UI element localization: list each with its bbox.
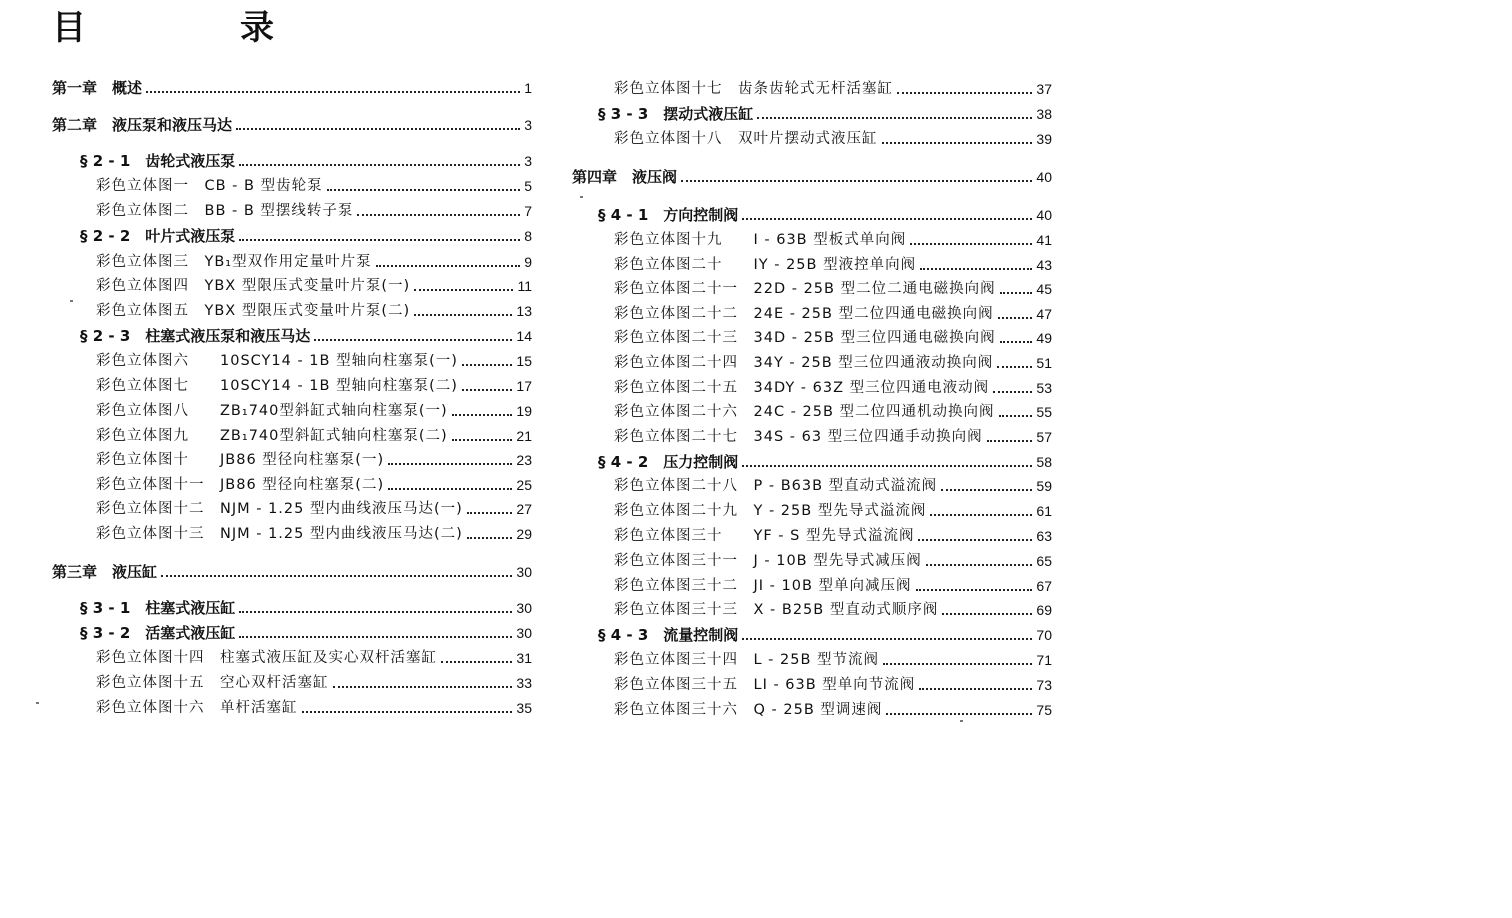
toc-entry-page-number: 27 [516,501,532,517]
toc-entry-figure [96,350,532,372]
dot-leader [897,92,1032,94]
dot-leader [146,91,520,93]
toc-entry-label: 彩色立体图八 ZB₁740型斜缸式轴向柱塞泵(一) [96,403,448,419]
toc-entry-section [598,624,1052,646]
toc-entry-label: 彩色立体图三十二 JI - 10B 型单向减压阀 [614,578,912,594]
toc-entry-label: 彩色立体图三十 YF - S 型先导式溢流阀 [614,528,915,544]
dot-leader [357,214,520,216]
toc-entry-figure [614,550,1052,572]
dot-leader [239,611,512,613]
dot-leader [414,314,512,316]
toc-entry-page-number: 13 [516,303,532,319]
toc-entry-figure [96,672,532,694]
toc-entry-figure [614,649,1052,671]
toc-entry-figure [614,475,1052,497]
toc-entry-chapter [52,77,532,99]
toc-entry-label: 彩色立体图二十四 34Y - 25B 型三位四通液动换向阀 [614,355,994,371]
dot-leader [314,339,512,341]
toc-entry-label: 彩色立体图二十六 24C - 25B 型二位四通机动换向阀 [614,404,995,420]
toc-entry-figure [614,352,1052,374]
toc-entry-page-number: 8 [524,228,532,244]
toc-entry-figure [96,275,532,297]
page-title: 目 录 [52,8,334,48]
toc-entry-page-number: 17 [516,378,532,394]
toc-entry-label: 彩色立体图二十三 34D - 25B 型三位四通电磁换向阀 [614,330,996,346]
dot-leader [941,489,1032,491]
toc-entry-figure [96,425,532,447]
toc-entry-figure [96,523,532,545]
toc-entry-page-number: 43 [1036,257,1052,273]
toc-entry-label: 彩色立体图十三 NJM - 1.25 型内曲线液压马达(二) [96,526,463,542]
toc-entry-section [598,204,1052,226]
toc-entry-page-number: 63 [1036,528,1052,544]
toc-entry-figure [96,300,532,322]
toc-entry-page-number: 15 [516,353,532,369]
toc-entry-label: 彩色立体图三十四 L - 25B 型节流阀 [614,652,880,668]
toc-entry-label: 彩色立体图一 CB - B 型齿轮泵 [96,178,323,194]
scan-speck [960,720,963,722]
dot-leader [467,512,513,514]
toc-entry-page-number: 1 [524,80,532,96]
toc-entry-figure [96,200,532,222]
toc-entry-label: 彩色立体图十一 JB86 型径向柱塞泵(二) [96,477,385,493]
toc-entry-label: 彩色立体图十六 单杆活塞缸 [96,700,298,716]
toc-entry-figure [614,426,1052,448]
toc-entry-label: 第一章 概述 [52,79,143,97]
toc-entry-figure [96,449,532,471]
dot-leader [452,414,513,416]
toc-entry-label: § 2 - 2 叶片式液压泵 [80,227,236,245]
toc-entry-label: 彩色立体图二十九 Y - 25B 型先导式溢流阀 [614,503,927,519]
dot-leader [376,265,521,267]
toc-entry-figure [614,500,1052,522]
toc-entry-page-number: 5 [524,178,532,194]
toc-entry-figure [614,699,1052,721]
dot-leader [919,688,1032,690]
dot-leader [236,128,520,130]
dot-leader [1000,292,1033,294]
toc-entry-page-number: 73 [1036,677,1052,693]
toc-entry-page-number: 31 [516,650,532,666]
toc-entry-figure [614,401,1052,423]
toc-entry-page-number: 49 [1036,330,1052,346]
toc-entry-page-number: 3 [524,153,532,169]
toc-entry-section [598,103,1052,125]
toc-entry-label: § 3 - 2 活塞式液压缸 [80,624,236,642]
toc-entry-figure [614,525,1052,547]
toc-entry-section [80,622,532,644]
toc-entry-page-number: 30 [516,564,532,580]
dot-leader [742,638,1032,640]
toc-entry-label: 彩色立体图二十五 34DY - 63Z 型三位四通电液动阀 [614,380,990,396]
dot-leader [441,661,512,663]
toc-entry-figure [96,251,532,273]
toc-entry-label: 彩色立体图二十 IY - 25B 型液控单向阀 [614,257,917,273]
dot-leader [999,415,1033,417]
toc-entry-figure [614,254,1052,276]
toc-entry-page-number: 19 [516,403,532,419]
toc-entry-label: § 4 - 1 方向控制阀 [598,206,739,224]
dot-leader [161,575,512,577]
dot-leader [918,539,1032,541]
toc-entry-page-number: 29 [516,526,532,542]
toc-entry-label: 彩色立体图四 YBX 型限压式变量叶片泵(一) [96,278,411,294]
toc-entry-page-number: 33 [516,675,532,691]
toc-entry-label: 彩色立体图十九 I - 63B 型板式单向阀 [614,232,907,248]
toc-entry-page-number: 21 [516,428,532,444]
toc-entry-label: 彩色立体图十 JB86 型径向柱塞泵(一) [96,452,385,468]
toc-entry-page-number: 39 [1036,131,1052,147]
dot-leader [883,663,1032,665]
toc-entry-chapter [52,114,532,136]
toc-entry-figure [614,575,1052,597]
dot-leader [239,636,512,638]
toc-entry-page-number: 14 [516,328,532,344]
toc-entry-figure [614,327,1052,349]
dot-leader [462,389,513,391]
toc-entry-page-number: 57 [1036,429,1052,445]
toc-entry-label: 第二章 液压泵和液压马达 [52,116,233,134]
toc-entry-page-number: 41 [1036,232,1052,248]
toc-entry-section [598,451,1052,473]
toc-entry-figure [614,599,1052,621]
toc-entry-label: 彩色立体图三十五 LI - 63B 型单向节流阀 [614,677,916,693]
toc-entry-label: 彩色立体图二十一 22D - 25B 型二位二通电磁换向阀 [614,281,996,297]
dot-leader [997,366,1032,368]
toc-entry-label: 彩色立体图二 BB - B 型摆线转子泵 [96,203,354,219]
dot-leader [414,289,513,291]
dot-leader [388,488,512,490]
toc-entry-label: 彩色立体图十四 柱塞式液压缸及实心双杆活塞缸 [96,650,437,666]
toc-entry-section [80,325,532,347]
toc-entry-label: § 4 - 3 流量控制阀 [598,626,739,644]
toc-entry-page-number: 40 [1036,169,1052,185]
toc-entry-page-number: 58 [1036,454,1052,470]
dot-leader [920,268,1032,270]
toc-entry-figure [614,674,1052,696]
toc-entry-page-number: 53 [1036,380,1052,396]
toc-entry-section [80,597,532,619]
toc-entry-chapter [572,166,1052,188]
toc-entry-page-number: 11 [517,278,532,294]
dot-leader [757,117,1032,119]
toc-entry-page-number: 35 [516,700,532,716]
toc-entry-label: 彩色立体图十二 NJM - 1.25 型内曲线液压马达(一) [96,501,463,517]
toc-entry-page-number: 37 [1036,81,1052,97]
toc-entry-label: 彩色立体图十八 双叶片摆动式液压缸 [614,131,878,147]
dot-leader [467,537,513,539]
toc-entry-label: 彩色立体图九 ZB₁740型斜缸式轴向柱塞泵(二) [96,428,448,444]
dot-leader [1000,341,1033,343]
dot-leader [452,439,513,441]
toc-entry-label: 彩色立体图三十六 Q - 25B 型调速阀 [614,702,883,718]
dot-leader [388,463,512,465]
dot-leader [942,613,1032,615]
toc-entry-page-number: 7 [524,203,532,219]
scan-speck [580,196,583,198]
toc-entry-figure [96,400,532,422]
toc-entry-figure [96,697,532,719]
toc-entry-label: 彩色立体图二十八 P - B63B 型直动式溢流阀 [614,478,938,494]
toc-entry-figure [96,647,532,669]
toc-entry-label: 彩色立体图三十一 J - 10B 型先导式减压阀 [614,553,922,569]
dot-leader [681,180,1032,182]
toc-entry-label: 第三章 液压缸 [52,563,158,581]
toc-entry-label: § 3 - 1 柱塞式液压缸 [80,599,236,617]
toc-entry-chapter [52,561,532,583]
dot-leader [327,189,521,191]
toc-entry-label: 彩色立体图五 YBX 型限压式变量叶片泵(二) [96,303,411,319]
toc-entry-label: 彩色立体图二十二 24E - 25B 型二位四通电磁换向阀 [614,306,994,322]
toc-entry-page-number: 51 [1036,355,1052,371]
toc-entry-page-number: 61 [1036,503,1052,519]
toc-entry-label: § 3 - 3 摆动式液压缸 [598,105,754,123]
toc-entry-page-number: 67 [1036,578,1052,594]
dot-leader [882,142,1033,144]
toc-entry-label: § 2 - 1 齿轮式液压泵 [80,152,236,170]
toc-entry-page-number: 38 [1036,106,1052,122]
toc-entry-label: 彩色立体图三 YB₁型双作用定量叶片泵 [96,254,372,270]
dot-leader [462,364,513,366]
toc-entry-page-number: 30 [516,600,532,616]
toc-entry-page-number: 9 [524,254,532,270]
toc-entry-label: § 2 - 3 柱塞式液压泵和液压马达 [80,327,311,345]
toc-entry-page-number: 23 [516,452,532,468]
toc-entry-figure [96,175,532,197]
toc-entry-label: 第四章 液压阀 [572,168,678,186]
toc-entry-figure [96,474,532,496]
toc-entry-page-number: 47 [1036,306,1052,322]
toc-entry-label: 彩色立体图十五 空心双杆活塞缸 [96,675,329,691]
toc-entry-page-number: 71 [1036,652,1052,668]
toc-entry-figure [614,303,1052,325]
dot-leader [742,465,1032,467]
dot-leader [239,164,520,166]
toc-entry-section [80,150,532,172]
dot-leader [742,218,1032,220]
dot-leader [930,514,1032,516]
toc-entry-label: 彩色立体图二十七 34S - 63 型三位四通手动换向阀 [614,429,983,445]
toc-entry-figure [614,377,1052,399]
toc-entry-page-number: 25 [516,477,532,493]
toc-entry-page-number: 55 [1036,404,1052,420]
dot-leader [333,686,513,688]
toc-entry-page-number: 45 [1036,281,1052,297]
dot-leader [987,440,1033,442]
toc-entry-page-number: 3 [524,117,532,133]
toc-entry-page-number: 65 [1036,553,1052,569]
toc-entry-figure [614,128,1052,150]
scan-speck [36,702,39,704]
toc-entry-page-number: 30 [516,625,532,641]
toc-entry-label: 彩色立体图六 10SCY14 - 1B 型轴向柱塞泵(一) [96,353,458,369]
toc-entry-label: 彩色立体图三十三 X - B25B 型直动式顺序阀 [614,602,939,618]
toc-entry-label: 彩色立体图十七 齿条齿轮式无杆活塞缸 [614,81,893,97]
toc-entry-section [80,225,532,247]
toc-entry-figure [614,78,1052,100]
dot-leader [993,391,1032,393]
toc-entry-page-number: 59 [1036,478,1052,494]
toc-entry-page-number: 40 [1036,207,1052,223]
scan-speck [70,300,73,302]
toc-entry-figure [614,229,1052,251]
toc-entry-page-number: 69 [1036,602,1052,618]
dot-leader [910,243,1032,245]
dot-leader [926,564,1033,566]
dot-leader [916,589,1033,591]
toc-entry-label: 彩色立体图七 10SCY14 - 1B 型轴向柱塞泵(二) [96,378,458,394]
toc-entry-page-number: 70 [1036,627,1052,643]
dot-leader [239,239,520,241]
dot-leader [886,713,1032,715]
dot-leader [302,711,513,713]
toc-entry-page-number: 75 [1036,702,1052,718]
toc-entry-label: § 4 - 2 压力控制阀 [598,453,739,471]
dot-leader [998,317,1033,319]
toc-entry-figure [96,375,532,397]
toc-entry-figure [96,498,532,520]
toc-entry-figure [614,278,1052,300]
